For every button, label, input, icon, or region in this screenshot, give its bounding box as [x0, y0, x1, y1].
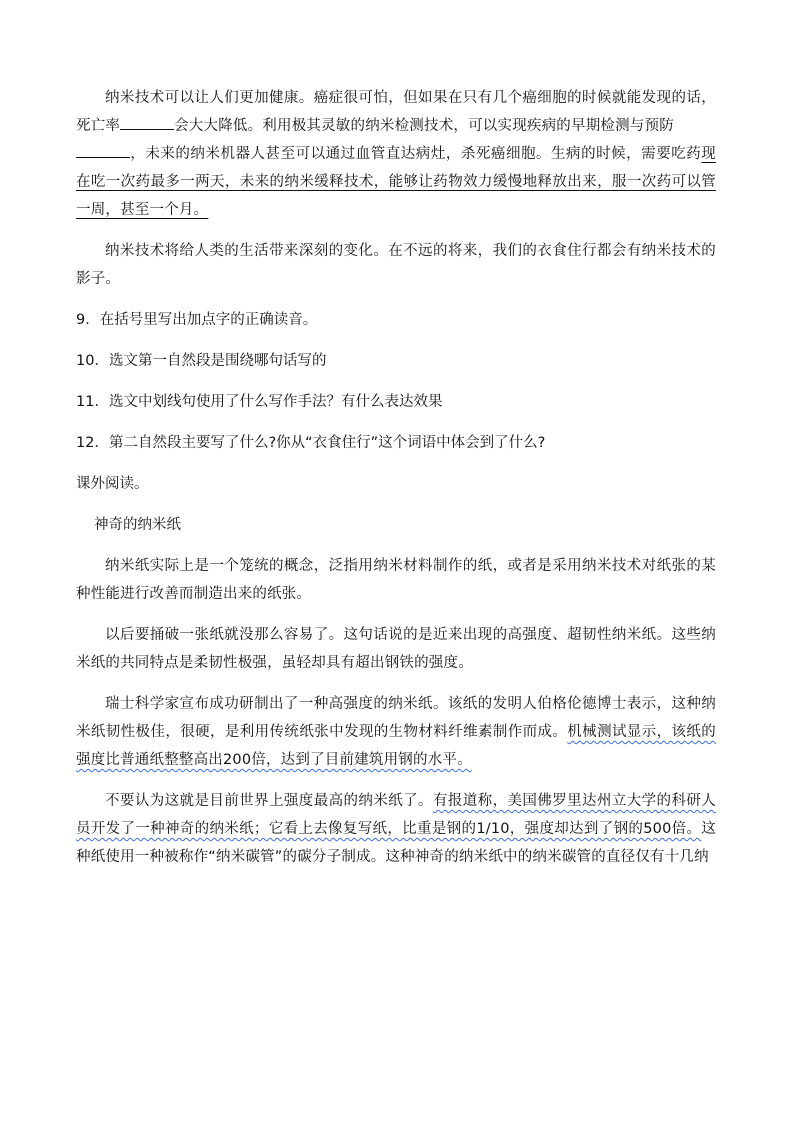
section-label: 课外阅读。 [76, 476, 149, 492]
article-paragraph-4 [76, 787, 716, 871]
article-p4-text-c: 这种纸使用一种被称作“纳米碳管”的碳分子制成。这种神奇的纳米纸中的纳米碳管的直径仅有十几纳 [76, 821, 716, 865]
article-paragraph-2: 以后要捅破一张纸就没那么容易了。这句话说的是近来出现的高强度、超韧性纳米纸。这些纳米纸的共同特点是柔韧性极强，虽轻却具有超出钢铁的强度。 [76, 627, 716, 671]
article-title: 神奇的纳米纸 [94, 517, 181, 533]
paragraph-nano-future: 纳米技术将给人类的生活带来深刻的变化。在不远的将来，我们的衣食住行都会有纳米技术的影子。 [76, 243, 716, 287]
question-11: 11．选文中划线句使用了什么写作手法？有什么表达效果 [76, 394, 443, 410]
wavy-underlined-sentence-2: 有报道称，美国佛罗里达州立大学的科研人员开发了一种神奇的纳米纸；它看上去像复写纸，比重是钢的1/10，强度却达到了钢的500倍。 [76, 793, 716, 837]
para1-text-a: 纳米技术可以让人们更加健康。癌症很可怕，但如果在只有几个癌细胞的时候就能发现的话，死亡率 [76, 90, 716, 134]
para1-text-c: ，未来的纳米机器人甚至可以通过血管直达病灶，杀死癌细胞。生病的时候，需要吃药 [130, 146, 702, 162]
article-paragraph-3 [76, 690, 716, 774]
article-paragraph-1: 纳米纸实际上是一个笼统的概念，泛指用纳米材料制作的纸，或者是采用纳米技术对纸张的某种性能进行改善而制造出来的纸张。 [76, 558, 716, 602]
question-12: 12．第二自然段主要写了什么?你从“衣食住行”这个词语中体会到了什么? [76, 435, 546, 451]
document-page [76, 84, 716, 884]
article-p4-text-a: 不要认为这就是目前世界上强度最高的纳米纸了。 [105, 793, 433, 809]
para1-text-b: 会大大降低。利用极其灵敏的纳米检测技术，可以实现疾病的早期检测与预防 [174, 118, 674, 134]
wavy-underlined-sentence-1: 机械测试显示，该纸的强度比普通纸整整高出200倍，达到了目前建筑用钢的水平。 [76, 724, 716, 768]
article-p3-text: 瑞士科学家宣布成功研制出了一种高强度的纳米纸。该纸的发明人伯格伦德博士表示，这种纳米纸韧性极佳，很硬，是利用传统纸张中发现的生物材料纤维素制作而成。 [76, 696, 716, 740]
underlined-sentence: 现在吃一次药最多一两天，未来的纳米缓释技术，能够让药物效力缓慢地释放出来，服一次药可以管一周，甚至一个月。 [76, 146, 716, 218]
paragraph-nano-health [76, 84, 716, 224]
answer-blank-2[interactable] [76, 141, 130, 158]
answer-blank-1[interactable] [120, 113, 174, 130]
question-10: 10．选文第一自然段是围绕哪句话写的 [76, 353, 327, 369]
question-9: 9．在括号里写出加点字的正确读音。 [76, 312, 318, 328]
